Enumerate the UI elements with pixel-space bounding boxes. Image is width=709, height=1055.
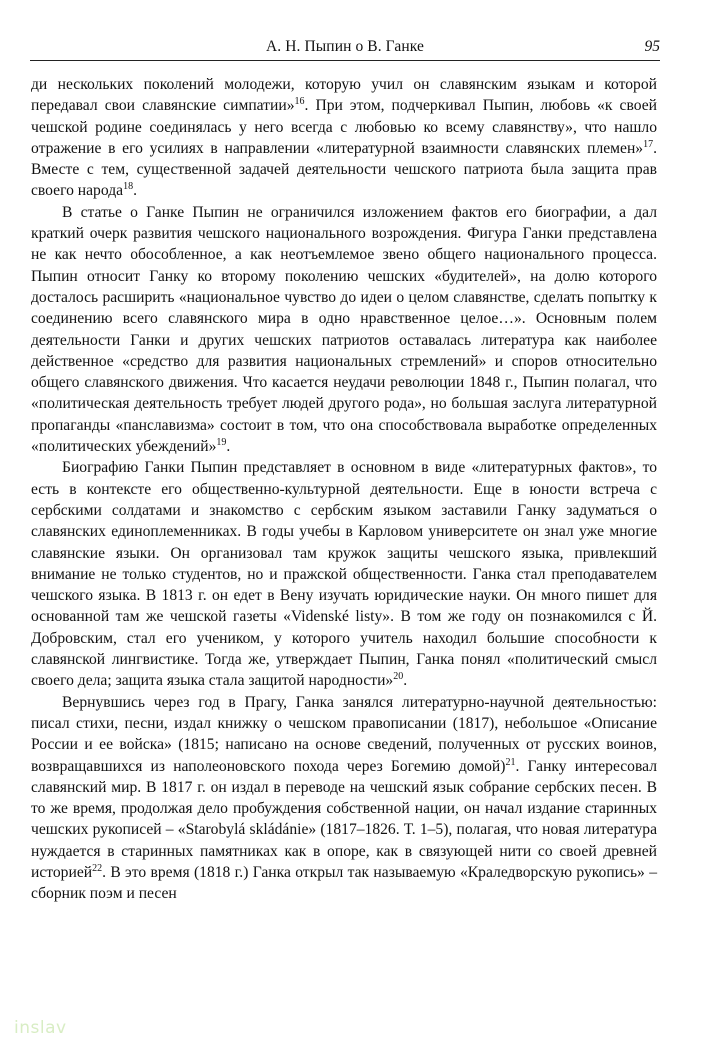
running-header <box>30 36 660 61</box>
text-segment: Вернувшись через год в Прагу, Ганка занялся литературно-научной деятельностью: писал стихи, песни, издал книжку о чешском правописании (1817), небольшое «Описание России и ее войска» (1815; написано на основе сведений, полученных от русских воинов, возвращавшихся из наполеоновского похода через Богемию домой) <box>31 693 657 775</box>
footnote-ref: 20 <box>393 671 404 683</box>
text-segment: ди нескольких поколений молодежи, которую учил он славянским языкам и которой передавал свои славянские симпатии» <box>31 76 657 115</box>
footnote-ref: 21 <box>505 756 516 768</box>
text-segment: . Ганку интересовал славянский мир. В 1817 г. он издал в переводе на чешский язык собрание сербских песен. В то же время, продолжая дело пробуждения собственной нации, он начал издание старинных чешских рукописей – «Starobylá skládánie» (1817–1826. Т. 1–5), полагая, что новая литература нуждается в старинных памятниках как в опоре, как в связующей нити со своей древней историей <box>31 757 657 881</box>
text-segment: . <box>403 672 408 690</box>
watermark: inslav <box>14 1018 67 1038</box>
footnote-ref: 16 <box>294 96 305 108</box>
paragraph <box>31 74 657 202</box>
footnote-ref: 22 <box>92 862 103 874</box>
paragraph <box>31 457 657 691</box>
paragraph <box>31 202 657 458</box>
text-segment: . <box>226 438 231 456</box>
text-segment: В статье о Ганке Пыпин не ограничился изложением фактов его биографии, а дал краткий очерк развития чешского национального возрождения. Фигура Ганки представлена не как нечто обособленное, а как неотъемлемое звено общего национального процесса. Пыпин относит Ганку ко второму поколению чешских «будителей», на долю которого досталось расширить «национальное чувство до идеи о целом славянстве, сделать попытку к соединению всего славянского мира в одно нравственное целое…». Основным полем деятельности Ганки и других чешских патриотов оставалась литература как наиболее действенное «средство для развития национальных стремлений» и споров относительно общего славянского движения. Что касается неудачи революции 1848 г., Пыпин полагал, что «политическая деятельность требует людей другого рода», но большая заслуга литературной пропаганды «панславизма» состоит в том, что она способствовала выработке определенных «политических убеждений» <box>31 203 657 456</box>
text-segment: . При этом, подчеркивал Пыпин, любовь «к своей чешской родине соединялась у него всегда с любовью ко всему славянству», что нашло отражение в его усилиях в направлении «литературной взаимности славянских племен» <box>31 97 657 157</box>
footnote-ref: 18 <box>123 181 134 193</box>
text-segment: . Вместе с тем, существенной задачей деятельности чешского патриота была защита прав своего народа <box>31 139 657 200</box>
paragraph <box>31 692 657 905</box>
footnote-ref: 17 <box>643 138 654 150</box>
page-number: 95 <box>644 38 660 55</box>
text-segment: . <box>133 182 137 200</box>
body-text <box>31 74 657 905</box>
running-title: А. Н. Пыпин о В. Ганке <box>266 38 424 55</box>
footnote-ref: 19 <box>216 436 227 448</box>
text-segment: Биографию Ганки Пыпин представляет в основном в виде «литературных фактов», то есть в контексте его общественно-культурной деятельности. Еще в юности встреча с сербскими солдатами и знакомство с сербским языком заставили Ганку задуматься о славянских единоплеменниках. В годы учебы в Карловом университете он знал уже многие славянские языки. Он организовал там кружок защиты чешского языка, привлекший внимание не только студентов, но и пражской общественности. Ганка стал преподавателем чешского языка. В 1813 г. он едет в Вену изучать юридические науки. Он много пишет для основанной там же чешской газеты «Videnské listy». В том же году он познакомился с Й. Добровским, стал его учеником, у которого учитель находил большие способности к славянской лингвистике. Тогда же, утверждает Пыпин, Ганка понял «политический смысл своего дела; защита языка стала защитой народности» <box>31 459 657 690</box>
text-segment: . В это время (1818 г.) Ганка открыл так называемую «Краледворскую рукопись» – сборник поэм и песен <box>31 863 657 903</box>
